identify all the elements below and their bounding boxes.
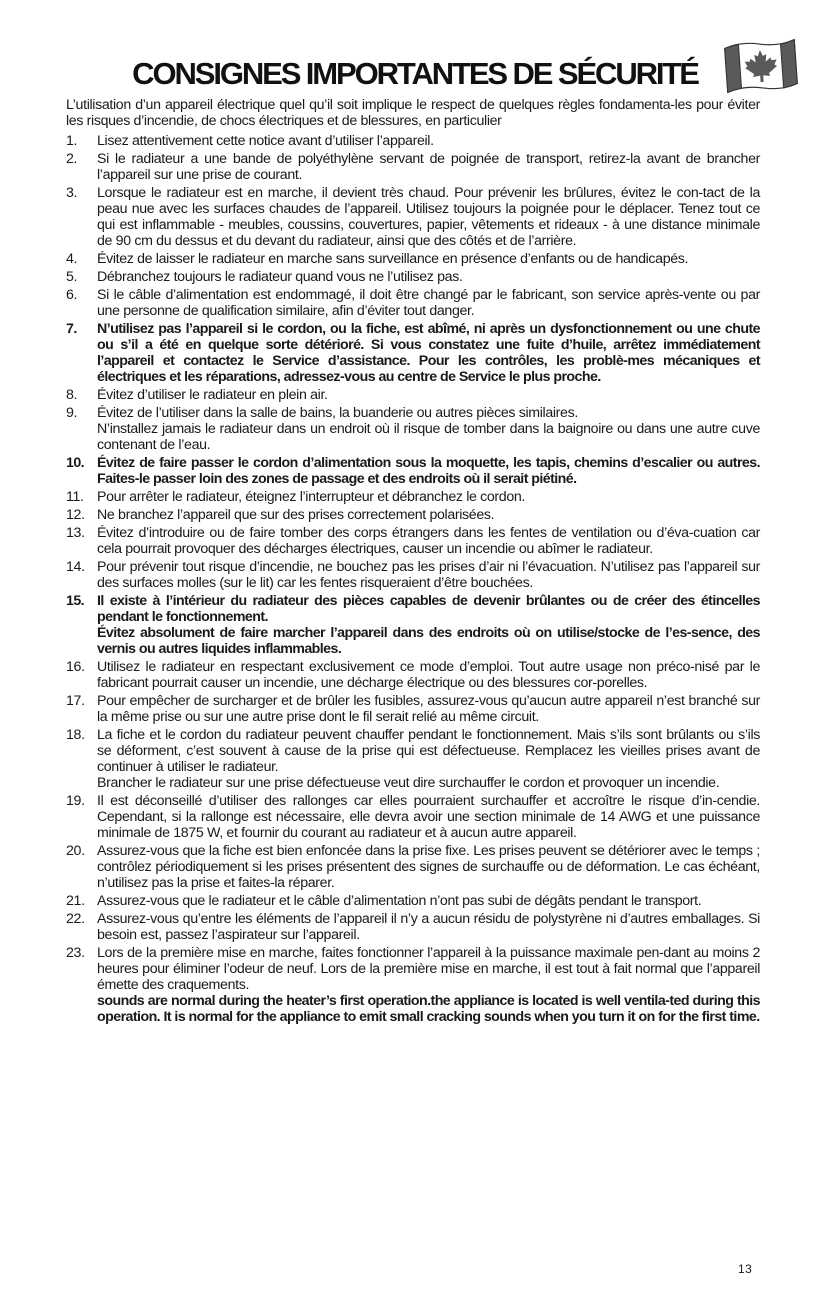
list-item: [66, 321, 760, 385]
item-number: 8.: [66, 387, 78, 403]
item-number: 15.: [66, 593, 85, 609]
item-text: Débranchez toujours le radiateur quand vous ne l’utilisez pas.: [97, 269, 463, 285]
list-item: [66, 507, 760, 523]
intro-paragraph: L’utilisation d’un appareil électrique quel qu’il soit implique le respect de quelques règles fondamenta-les pour éviter les risques d’incendie, de chocs électriques et de blessures, en particulier: [66, 97, 760, 129]
item-text: Ne branchez l’appareil que sur des prises correctement polarisées.: [97, 507, 495, 523]
item-text: Lisez attentivement cette notice avant d’utiliser l’appareil.: [97, 133, 434, 149]
item-extra-text: sounds are normal during the heater’s first operation.the appliance is located is well ventila-ted during this operation. It is normal for the appliance to emit small cracking sounds when you turn it on for the first time.: [97, 993, 760, 1025]
item-text: Évitez de faire passer le cordon d’alimentation sous la moquette, les tapis, chemins d’escalier ou autres. Faites-le passer loin des zones de passage et des endroits où il serait piétiné.: [97, 455, 760, 487]
item-text: Si le radiateur a une bande de polyéthylène servant de poignée de transport, retirez-la avant de brancher l’appareil sur une prise de courant.: [97, 151, 760, 183]
item-number: 13.: [66, 525, 85, 541]
list-item: [66, 693, 760, 725]
item-number: 21.: [66, 893, 85, 909]
list-item: [66, 659, 760, 691]
item-text: Pour empêcher de surcharger et de brûler les fusibles, assurez-vous qu’aucun autre appareil n’est branché sur la même prise ou sur une autre prise dont le fil serait relié au même circuit.: [97, 693, 760, 725]
item-number: 10.: [66, 455, 85, 471]
list-item: [66, 269, 760, 285]
item-number: 6.: [66, 287, 78, 303]
item-number: 2.: [66, 151, 78, 167]
safety-instructions-list: [66, 133, 760, 1027]
list-item: [66, 455, 760, 487]
item-number: 22.: [66, 911, 85, 927]
item-number: 17.: [66, 693, 85, 709]
item-number: 19.: [66, 793, 85, 809]
list-item: [66, 287, 760, 319]
item-extra-text: Évitez absolument de faire marcher l’appareil dans des endroits où on utilise/stocke de l’es-sence, des vernis ou autres liquides inflammables.: [97, 625, 760, 657]
item-text: Évitez de l’utiliser dans la salle de bains, la buanderie ou autres pièces similaires.: [97, 405, 578, 421]
item-text: Évitez d’introduire ou de faire tomber des corps étrangers dans les fentes de ventilation ou d’éva-cuation car cela pourrait provoquer des décharges électriques, causer un incendie ou abîmer le radiateur.: [97, 525, 760, 557]
item-text: La fiche et le cordon du radiateur peuvent chauffer pendant le fonctionnement. Mais s’ils sont brûlants ou s’ils se déforment, c’est souvent à cause de la prise qui est défectueuse. Remplacez les vieilles prises avant de continuer à utiliser le radiateur.: [97, 727, 760, 775]
item-number: 14.: [66, 559, 85, 575]
list-item: [66, 525, 760, 557]
item-number: 20.: [66, 843, 85, 859]
list-item: [66, 793, 760, 841]
list-item: [66, 405, 760, 453]
item-text: Il existe à l’intérieur du radiateur des pièces capables de devenir brûlantes ou de créer des étincelles pendant le fonctionnement.: [97, 593, 760, 625]
list-item: [66, 727, 760, 791]
list-item: [66, 489, 760, 505]
page-number: 13: [738, 1262, 753, 1276]
item-number: 7.: [66, 321, 77, 337]
canadian-flag-icon: [722, 36, 800, 96]
item-text: Assurez-vous que le radiateur et le câble d’alimentation n’ont pas subi de dégâts pendant le transport.: [97, 893, 702, 909]
item-number: 9.: [66, 405, 78, 421]
list-item: [66, 251, 760, 267]
list-item: [66, 151, 760, 183]
item-number: 4.: [66, 251, 78, 267]
item-text: Lors de la première mise en marche, faites fonctionner l’appareil à la puissance maximale pen-dant au moins 2 heures pour éliminer l’odeur de neuf. Lors de la première mise en marche, il est tout à fait normal que l’appareil émette des craquements.: [97, 945, 760, 993]
item-number: 18.: [66, 727, 85, 743]
item-text: Assurez-vous qu’entre les éléments de l’appareil il n’y a aucun résidu de polystyrène ni d’autres emballages. Si besoin est, passez l’aspirateur sur l’appareil.: [97, 911, 760, 943]
list-item: [66, 133, 760, 149]
item-number: 1.: [66, 133, 78, 149]
list-item: [66, 593, 760, 657]
list-item: [66, 559, 760, 591]
item-number: 11.: [66, 489, 84, 505]
item-number: 5.: [66, 269, 78, 285]
item-text: Pour prévenir tout risque d’incendie, ne bouchez pas les prises d’air ni l’évacuation. N’utilisez pas l’appareil sur des surfaces molles (sur le lit) car les fentes risqueraient d’être bouchées.: [97, 559, 760, 591]
item-text: Lorsque le radiateur est en marche, il devient très chaud. Pour prévenir les brûlures, évitez le con-tact de la peau nue avec les surfaces chaudes de l’appareil. Utilisez toujours la poignée pour le déplacer. Tenez tout ce qui est inflammable - meubles, coussins, couvertures, papier, vêtements et rideaux - à une distance minimale de 90 cm du dessus et du devant du radiateur, ainsi que des côtés et de l’arrière.: [97, 185, 760, 249]
item-text: N’utilisez pas l’appareil si le cordon, ou la fiche, est abîmé, ni après un dysfonctionnement ou une chute ou s’il a été en quelque sorte détérioré. Si vous constatez une fuite d’huile, arrêtez immédiatement l’appareil et contactez le Service d’assistance. Pour les contrôles, les problè-mes mécaniques et électriques et les réparations, adressez-vous au centre de Service le plus proche.: [97, 321, 760, 385]
list-item: [66, 185, 760, 249]
item-text: Pour arrêter le radiateur, éteignez l’interrupteur et débranchez le cordon.: [97, 489, 526, 505]
item-text: Utilisez le radiateur en respectant exclusivement ce mode d’emploi. Tout autre usage non préco-nisé par le fabricant pourrait causer un incendie, une décharge électrique ou des blessures cor-porelles.: [97, 659, 760, 691]
item-extra-text: Brancher le radiateur sur une prise défectueuse veut dire surchauffer le cordon et provoquer un incendie.: [97, 775, 720, 791]
item-extra-text: N’installez jamais le radiateur dans un endroit où il risque de tomber dans la baignoire ou dans une autre cuve contenant de l’eau.: [97, 421, 760, 453]
item-number: 16.: [66, 659, 85, 675]
list-item: [66, 843, 760, 891]
item-text: Assurez-vous que la fiche est bien enfoncée dans la prise fixe. Les prises peuvent se détériorer avec le temps ; contrôlez périodiquement si les prises présentent des signes de surchauffe ou de déformation. Le cas échéant, n’utilisez pas la prise et faites-la réparer.: [97, 843, 760, 891]
item-text: Si le câble d’alimentation est endommagé, il doit être changé par le fabricant, son service après-vente ou par une personne de qualification similaire, afin d’éviter tout danger.: [97, 287, 760, 319]
page-title: CONSIGNES IMPORTANTES DE SÉCURITÉ: [132, 56, 698, 91]
item-text: Il est déconseillé d’utiliser des rallonges car elles pourraient surchauffer et accroître le risque d’in-cendie. Cependant, si la rallonge est nécessaire, elle devra avoir une section minimale de 14 AWG et une puissance minimale de 1875 W, et fournir du courant au radiateur et à aucun autre appareil.: [97, 793, 760, 841]
item-number: 3.: [66, 185, 78, 201]
list-item: [66, 893, 760, 909]
item-number: 12.: [66, 507, 85, 523]
list-item: [66, 945, 760, 1025]
list-item: [66, 387, 760, 403]
list-item: [66, 911, 760, 943]
item-text: Évitez d’utiliser le radiateur en plein air.: [97, 387, 328, 403]
item-number: 23.: [66, 945, 85, 961]
item-text: Évitez de laisser le radiateur en marche sans surveillance en présence d’enfants ou de handicapés.: [97, 251, 689, 267]
